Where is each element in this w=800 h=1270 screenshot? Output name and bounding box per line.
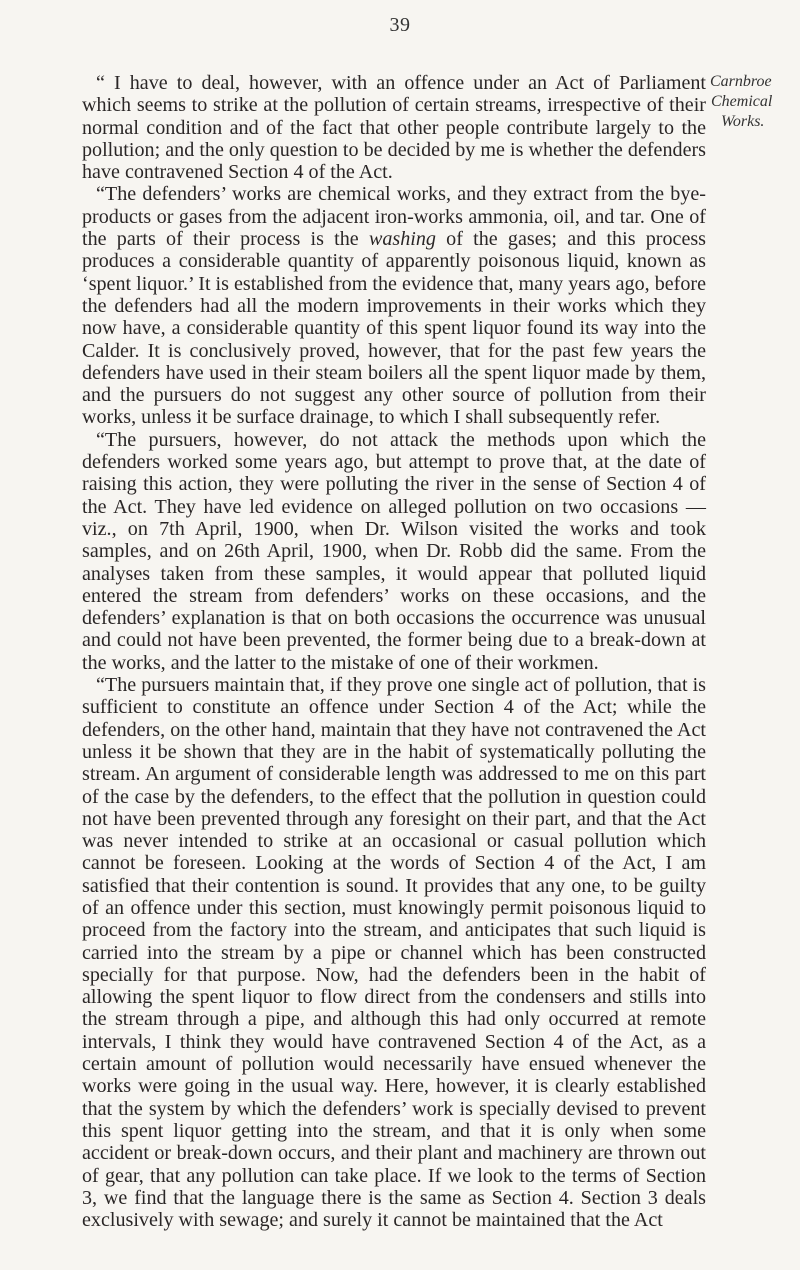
paragraph-3-text: “The pursuers, however, do not attack the methods upon which the defenders worked some years ago, but attempt to prove that, at the date of raising this action, they were polluting the river in the sense of Section 4 of the Act. They have led evidence on alleged pollution on two occasions —viz., on 7th April, 1900, when Dr. Wilson visited the works and took samples, and on 26th April, 1900, when Dr. Robb did the same. From the analyses taken from these samples, it would appear that polluted liquid entered the stream from defenders’ works on these occasions, and the defenders’ explanation is that on both occasions the occurrence was unusual and could not have been prevented, the former being due to a break-down at the works, and the latter to the mistake of one of their workmen.: [82, 428, 706, 674]
paragraph-4-text: “The pursuers maintain that, if they prove one single act of pollution, that is sufficient to constitute an offence under Section 4 of the Act; while the defenders, on the other hand, maintain that they have not contravened the Act unless it be shown that they are in the habit of systematically polluting the stream. An argument of considerable length was addressed to me on this part of the case by the defenders, to the effect that the pollution in question could not have been prevented through any foresight on their part, and that the Act was never intended to strike at an occasional or casual pollution which cannot be foreseen. Looking at the words of Section 4 of the Act, I am satisfied that their contention is sound. It provides that any one, to be guilty of an offence under this section, must knowingly permit poisonous liquid to proceed from the factory into the stream, and anticipates that such liquid is carried into the stream by a pipe or channel which has been constructed specially for that purpose. Now, had the defenders been in the habit of allowing the spent liquor to flow direct from the condensers and stills into the stream through a pipe, and although this had only occurred at remote intervals, I think they would have contravened Section 4 of the Act, as a certain amount of pollution would necessarily have ensued whenever the works were going in the usual way. Here, however, it is clearly established that the system by which the defenders’ work is specially devised to prevent this spent liquor getting into the stream, and that it is only when some accident or break-down occurs, and their plant and machinery are thrown out of gear, that any pollution can take place. If we look to the terms of Section 3, we find that the language there is the same as Section 4. Section 3 deals exclusively with sewage; and surely it cannot be maintained that the Act: [82, 674, 706, 1232]
paragraph-3: [82, 429, 706, 674]
paragraph-2-emphasis: washing: [368, 228, 436, 251]
margin-note-line-2: Chemical: [711, 93, 773, 110]
paragraph-2-text-start: “The defenders’ works are chemical works, and they extract from the bye-products or gases from the adjacent iron-works ammonia, oil, and tar. One of the parts of their process is the: [82, 183, 706, 251]
paragraph-2-text-end: of the gases; and this process produces a considerable quantity of apparently poisonous liquid, known as ‘spent liquor.’ It is established from the evidence that, many years ago, before the defenders had all the modern improvements in their works which they now have, a considerable quantity of this spent liquor found its way into the Calder. It is conclusively proved, however, that for the past few years the defenders have used in their steam boilers all the spent liquor made by them, and the pursuers do not suggest any other source of pollution from their works, unless it be surface drainage, to which I shall subsequently refer.: [82, 228, 707, 429]
body-text: [82, 72, 706, 1231]
paragraph-1: [82, 72, 706, 183]
margin-note-line-3: Works.: [721, 113, 765, 130]
margin-note: [710, 72, 798, 132]
paragraph-4: [82, 674, 706, 1231]
paragraph-1-text: “ I have to deal, however, with an offence under an Act of Parliament which seems to strike at the pollution of certain streams, irrespective of their normal condition and of the fact that other people contribute largely to the pollution; and the only question to be decided by me is whether the defenders have contravened Section 4 of the Act.: [82, 72, 706, 184]
margin-note-line-1: Carnbroe: [710, 73, 772, 90]
paragraph-2: [82, 183, 706, 428]
page-number: 39: [389, 14, 411, 36]
